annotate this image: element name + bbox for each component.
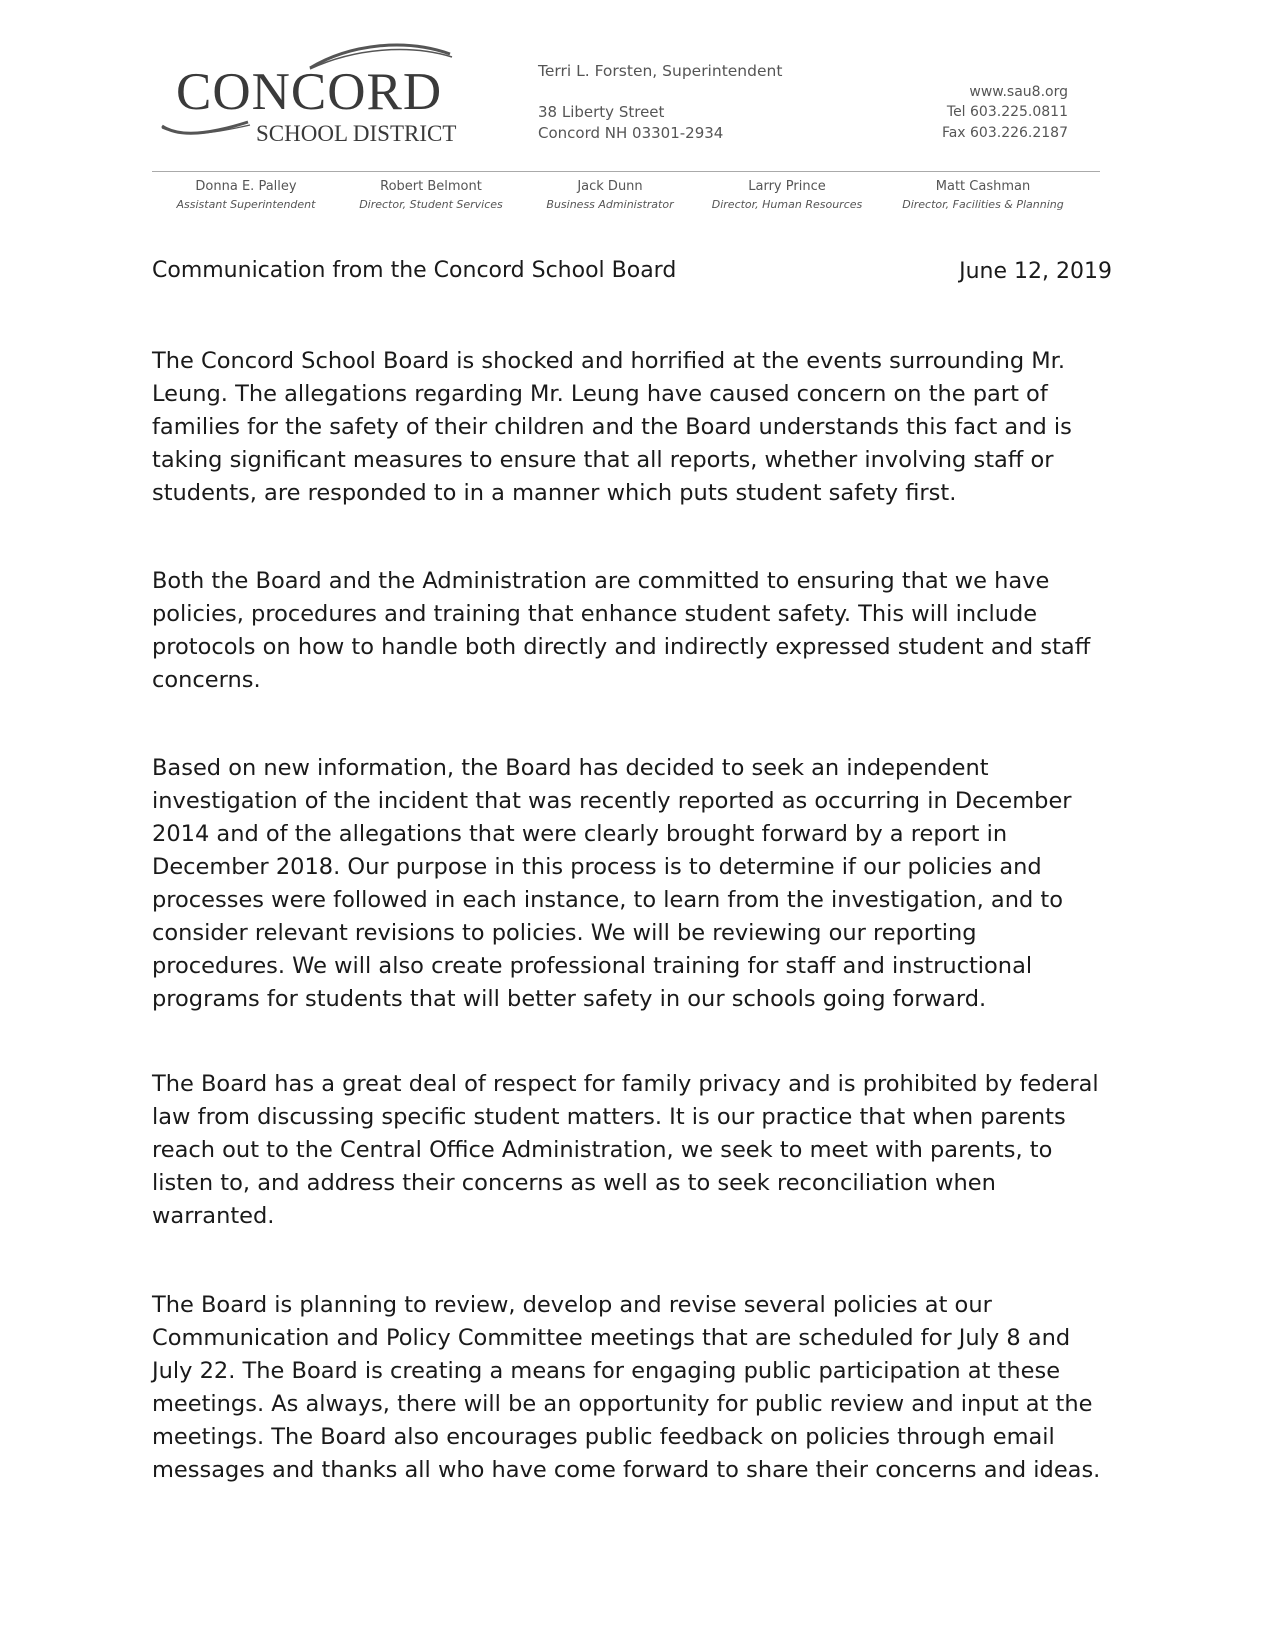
- telephone: Tel 603.225.0811: [946, 104, 1068, 121]
- paragraph-line: consider relevant revisions to policies. We will be reviewing our reporting: [152, 920, 977, 946]
- paragraph-line: processes were followed in each instance, to learn from the investigation, and to: [152, 887, 1063, 913]
- letter-subject: Communication from the Concord School Board: [152, 258, 677, 283]
- staff-member: [520, 178, 700, 214]
- paragraph-line: Communication and Policy Committee meetings that are scheduled for July 8 and: [152, 1325, 1071, 1351]
- paragraph-line: December 2018. Our purpose in this process is to determine if our policies and: [152, 854, 1042, 880]
- paragraph-line: July 22. The Board is creating a means for engaging public participation at these: [152, 1358, 1061, 1384]
- paragraph-line: programs for students that will better safety in our schools going forward.: [152, 986, 987, 1012]
- staff-member: [893, 178, 1073, 214]
- paragraph-line: The Board is planning to review, develop and revise several policies at our: [152, 1292, 992, 1318]
- paragraph-line: concerns.: [152, 667, 261, 693]
- staff-member: [697, 178, 877, 214]
- paragraph-line: taking significant measures to ensure that all reports, whether involving staff or: [152, 447, 1054, 473]
- paragraph-line: Both the Board and the Administration are committed to ensuring that we have: [152, 568, 1050, 594]
- paragraph-line: Leung. The allegations regarding Mr. Leung have caused concern on the part of: [152, 381, 1048, 407]
- fax: Fax 603.226.2187: [941, 124, 1068, 141]
- staff-title: Business Administrator: [546, 198, 674, 212]
- staff-member: [156, 178, 336, 214]
- staff-title: Director, Student Services: [359, 198, 503, 212]
- staff-name: Larry Prince: [748, 179, 826, 194]
- paragraph-line: students, are responded to in a manner which puts student safety first.: [152, 480, 957, 506]
- staff-name: Matt Cashman: [935, 179, 1031, 194]
- paragraph-line: meetings. As always, there will be an opportunity for public review and input at the: [152, 1391, 1093, 1417]
- paragraph-line: protocols on how to handle both directly and indirectly expressed student and staff: [152, 634, 1091, 660]
- paragraph: [152, 345, 1107, 510]
- paragraph-line: listen to, and address their concerns as well as to seek reconciliation when: [152, 1170, 996, 1196]
- staff-name: Donna E. Palley: [195, 179, 297, 194]
- paragraph-line: Based on new information, the Board has decided to seek an independent: [152, 755, 989, 781]
- address-line-2: Concord NH 03301-2934: [538, 123, 724, 142]
- logo-wordmark: CONCORD: [176, 63, 443, 121]
- staff-title: Assistant Superintendent: [176, 198, 316, 212]
- paragraph-line: The Concord School Board is shocked and horrified at the events surrounding Mr.: [152, 348, 1066, 374]
- paragraph-line: families for the safety of their children and the Board understands this fact and is: [152, 414, 1072, 440]
- staff-title: Director, Human Resources: [711, 198, 863, 212]
- paragraph: [152, 1289, 1107, 1487]
- logo-subtitle: SCHOOL DISTRICT: [256, 121, 457, 146]
- paragraph-line: procedures. We will also create professional training for staff and instructional: [152, 953, 1033, 979]
- paragraph-line: law from discussing specific student matters. It is our practice that when parents: [152, 1104, 1066, 1130]
- staff-name: Jack Dunn: [577, 179, 643, 194]
- paragraph-line: meetings. The Board also encourages public feedback on policies through email: [152, 1424, 1055, 1450]
- paragraph-line: reach out to the Central Office Administration, we seek to meet with parents, to: [152, 1137, 1053, 1163]
- paragraph: [152, 1068, 1107, 1233]
- letter-date: June 12, 2019: [959, 259, 1112, 284]
- staff-title: Director, Facilities & Planning: [902, 198, 1064, 212]
- staff-name: Robert Belmont: [380, 179, 482, 194]
- paragraph: [152, 752, 1107, 1016]
- address-line-1: 38 Liberty Street: [538, 102, 665, 121]
- staff-member: [341, 178, 521, 214]
- paragraph-line: policies, procedures and training that enhance student safety. This will include: [152, 601, 1038, 627]
- letterhead-contact-block: [942, 82, 1068, 143]
- paragraph-line: investigation of the incident that was recently reported as occurring in December: [152, 788, 1072, 814]
- letterhead-address-block: [538, 61, 782, 144]
- superintendent-name: Terri L. Forsten, Superintendent: [538, 62, 783, 80]
- letterhead-divider: [152, 171, 1100, 172]
- paragraph-line: messages and thanks all who have come forward to share their concerns and ideas.: [152, 1457, 1101, 1483]
- paragraph: [152, 565, 1107, 697]
- district-logo: [160, 40, 480, 150]
- paragraph-line: 2014 and of the allegations that were clearly brought forward by a report in: [152, 821, 1008, 847]
- website: www.sau8.org: [969, 84, 1068, 100]
- paragraph-line: warranted.: [152, 1203, 275, 1229]
- paragraph-line: The Board has a great deal of respect for family privacy and is prohibited by federal: [152, 1071, 1099, 1097]
